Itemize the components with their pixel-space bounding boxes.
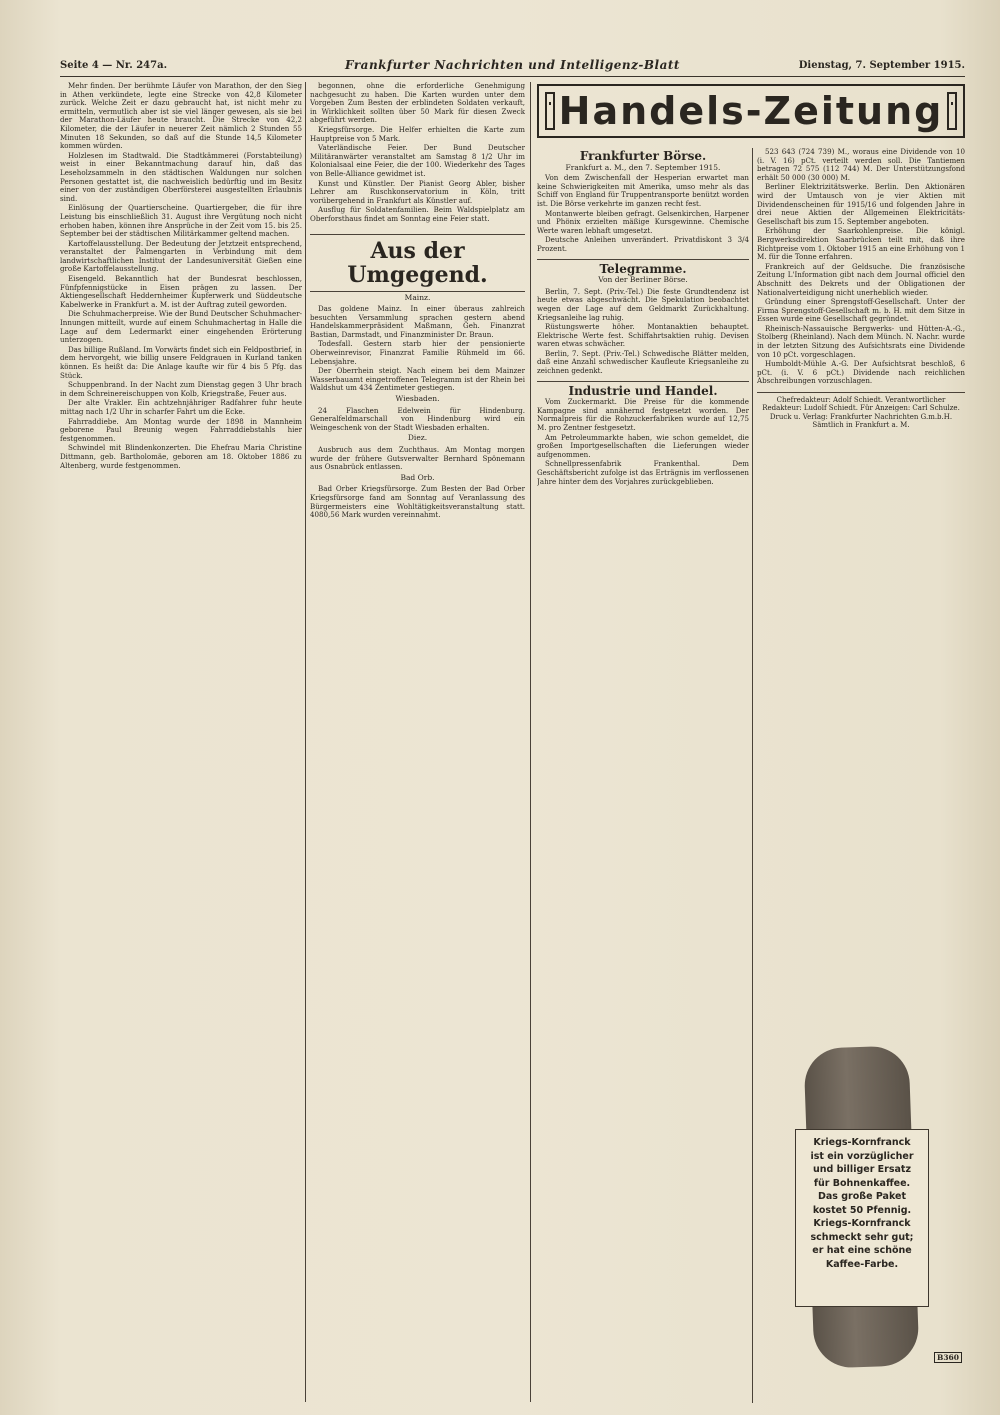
article-paragraph: Todesfall. Gestern starb hier der pensionierte Oberweinrevisor, Finanzrat Familie Rühmeld im 66. Lebensjahre.: [310, 339, 525, 366]
ad-line: er hat eine schöne: [812, 1245, 912, 1256]
page-header: [60, 56, 965, 77]
ad-line: und billiger Ersatz: [812, 1164, 911, 1175]
section-subtitle: Von der Berliner Börse.: [598, 275, 688, 285]
article-paragraph: Berlin, 7. Sept. (Priv.-Tel.) Die feste Grundtendenz ist heute etwas abgeschwächt. Die Spekulation beobachtet wegen der Lage auf dem Geldmarkt Zurückhaltung. Kriegsanleihe lag ruhig.: [537, 286, 749, 322]
article-paragraph: Das billige Rußland. Im Vorwärts findet sich ein Feldpostbrief, in dem hervorgeht, wie billig unsere Feldgrauen in Kurland tanken können. Es heißt da: Die Anlage kaufte wir für 4 bis 5 Pfg. das Stück.: [60, 344, 302, 380]
section-title-boerse: Frankfurter Börse.: [579, 149, 707, 163]
article-paragraph: Bad Orber Kriegsfürsorge. Zum Besten der Bad Orber Kriegsfürsorge fand am Sonntag auf Veranlassung des Bürgermeisters eine Wohltätigkeitsveranstaltung statt. 4080,56 Mark wurden vereinnahmt.: [310, 484, 525, 520]
article-paragraph: Schwindel mit Blindenkonzerten. Die Ehefrau Maria Christine Dittmann, geb. Bartholomäe, geboren am 18. Oktober 1886 zu Altenberg, wurde festgenommen.: [60, 443, 302, 470]
column-rule: [752, 148, 753, 1403]
article-paragraph: Die Schuhmacherpreise. Wie der Bund Deutscher Schuhmacher-Innungen mitteilt, wurde auf einem Schuhmachertag in Halle die Lage auf dem Ledermarkt einer eingehenden Erörterung unterzogen.: [60, 309, 302, 345]
column-rule: [305, 82, 306, 1402]
ad-line: ist ein vorzüglicher: [810, 1150, 914, 1162]
article-paragraph: Fahrraddiebe. Am Montag wurde der 1898 in Mannheim geborene Paul Breunig wegen Fahrraddiebstahls hier festgenommen.: [60, 416, 302, 443]
section-title-industrie: Industrie und Handel.: [568, 383, 718, 398]
article-paragraph: Montanwerte bleiben gefragt. Gelsenkirchen, Harpener und Phönix erzielten mäßige Kursgewinne. Chemische Werte waren lebhaft umgesetzt.: [537, 208, 749, 235]
ad-line: schmeckt sehr gut;: [810, 1231, 914, 1243]
article-paragraph: Gründung einer Sprengstoff-Gesellschaft. Unter der Firma Sprengstoff-Gesellschaft m. b. H. mit dem Sitze in Essen wurde eine Gesellschaft gegründet.: [757, 297, 965, 324]
article-paragraph: Deutsche Anleihen unverändert. Privatdiskont 3 3/4 Prozent.: [537, 235, 749, 253]
article-paragraph: Der alte Vrakler. Ein achtzehnjähriger Radfahrer fuhr heute mittag nach 1/2 Uhr in scharfer Fahrt um die Ecke.: [60, 398, 302, 416]
imprint: Chefredakteur: Adolf Schiedt. Verantwortlicher Redakteur: Ludolf Schiedt. Für Anzeigen: Carl Schulze. Druck u. Verlag: Frankfurter Nachrichten G.m.b.H. Sämtlich in Frankfurt a. M.: [757, 392, 965, 430]
article-paragraph: Am Petroleummarkte haben, wie schon gemeldet, die großen Importgesellschaften die Lieferungen wieder aufgenommen.: [537, 432, 749, 459]
article-paragraph: Kartoffelausstellung. Der Bedeutung der Jetztzeit entsprechend, veranstaltet der Palmengarten in Verbindung mit dem landwirtschaftlichen Institut der Landesuniversität Gießen eine große Kartoffelausstellung.: [60, 238, 302, 274]
divider: [537, 259, 749, 260]
article-paragraph: Berlin, 7. Sept. (Priv.-Tel.) Schwedische Blätter melden, daß eine Anzahl schwedischer Kaufleute Kriegsanleihe zu zeichnen gedenkt.: [537, 348, 749, 376]
dateline: Frankfurt a. M., den 7. September 1915.: [565, 162, 721, 172]
issue-date: Dienstag, 7. September 1915.: [798, 60, 965, 71]
article-paragraph: Schuppenbrand. In der Nacht zum Dienstag gegen 3 Uhr brach in dem Schreinereischuppen von Kolb, Kriegstraße, Feuer aus.: [60, 380, 302, 398]
article-paragraph: Einlösung der Quartierscheine. Quartiergeber, die für ihre Leistung bis einschließlich 31. August ihre Vergütung noch nicht erhoben haben, können ihre Ansprüche in der Zeit vom 15. bis 25. September bei der städtischen Militärkammer geltend machen.: [60, 203, 302, 239]
ad-line: kostet 50 Pfennig.: [812, 1204, 912, 1216]
advertisement-kornfranck: [757, 1047, 965, 1367]
article-paragraph: Kunst und Künstler. Der Pianist Georg Abler, bisher Lehrer am Ruschkonservatorium in Köln, tritt vorübergehend in Frankfurt als Künstler auf.: [310, 178, 525, 205]
article-paragraph: Erhöhung der Saarkohlenpreise. Die königl. Bergwerksdirektion Saarbrücken teilt mit, daß ihre Richtpreise vom 1. Oktober 1915 an eine Erhöhung von 1 M. für die Tonne erfahren.: [757, 226, 965, 262]
article-paragraph: 24 Flaschen Edelwein für Hindenburg. Generalfeldmarschall von Hindenburg wird ein Weingeschenk von der Stadt Wiesbaden erhalten.: [310, 405, 525, 432]
column-4: [757, 148, 965, 1038]
banner-title: Handels-Zeitung: [558, 89, 944, 133]
banner-ornament: [947, 92, 957, 130]
page-code: B360: [934, 1352, 962, 1363]
ad-line: Das große Paket: [817, 1191, 907, 1202]
masthead-title: Frankfurter Nachrichten und Intelligenz-Blatt: [345, 58, 680, 72]
town-heading: Mainz.: [404, 292, 431, 302]
article-paragraph: Rüstungswerte höher. Montanaktien behauptet. Elektrische Werte fest. Schiffahrtsaktien ruhig. Devisen waren etwas schwächer.: [537, 322, 749, 349]
article-paragraph: Ausbruch aus dem Zuchthaus. Am Montag morgen wurde der frühere Gutsverwalter Bernhard Spönemann aus Osnabrück entlassen.: [310, 445, 525, 472]
ad-text-panel: [795, 1129, 929, 1307]
ad-line: Kriegs-Kornfranck: [813, 1218, 911, 1229]
column-2: [310, 82, 525, 1402]
banner-ornament: [545, 92, 555, 130]
ad-line: für Bohnenkaffee.: [813, 1177, 911, 1189]
article-paragraph: Das goldene Mainz. In einer überaus zahlreich besuchten Versammlung sprachen gestern abend Handelskammerpräsident Maßmann, Geh. Finanzrat Bastian, Darmstadt, und Finanzminister Dr. Braun.: [310, 304, 525, 339]
article-paragraph: Von dem Zwischenfall der Hesperian erwartet man keine Schwierigkeiten mit Amerika, umso mehr als das Schiff von England für Truppentransporte benützt worden ist. Die Börse verkehrte im ganzen recht fest.: [537, 173, 749, 208]
column-rule: [530, 82, 531, 1402]
article-paragraph: Eisengeld. Bekanntlich hat der Bundesrat beschlossen, Fünfpfennigstücke in Eisen prägen zu lassen. Der Aktiengesellschaft Heddernheimer Kupferwerk und Süddeutsche Kabelwerke in Frankfurt a. M. ist der Auftrag zuteil geworden.: [60, 274, 302, 309]
article-paragraph: 523 643 (724 739) M., woraus eine Dividende von 10 (i. V. 16) pCt. verteilt werden soll. Die Tantiemen betragen 72 575 (112 744) M. Der Unterstützungsfond erhält 50 000 (30 000) M.: [757, 148, 965, 182]
article-paragraph: Humboldt-Mühle A.-G. Der Aufsichtsrat beschloß, 6 pCt. (i. V. 6 pCt.) Dividende nach reichlichen Abschreibungen vorzuschlagen.: [757, 359, 965, 386]
divider: [537, 381, 749, 382]
article-paragraph: Kriegsfürsorge. Die Helfer erhielten die Karte zum Hauptpreise von 5 Mark.: [310, 124, 525, 143]
article-paragraph: Ausflug für Soldatenfamilien. Beim Waldspielplatz am Oberforsthaus findet am Sonntag eine Feier statt.: [310, 205, 525, 223]
article-paragraph: Der Oberrhein steigt. Nach einem bei dem Mainzer Wasserbauamt eingetroffenen Telegramm ist der Rhein bei Waldshut um 434 Zentimeter gestiegen.: [310, 366, 525, 393]
section-title-umgegend: Aus der Umgegend.: [310, 234, 525, 292]
town-heading: Bad Orb.: [400, 472, 435, 482]
column-3: [537, 148, 749, 1403]
article-paragraph: Vom Zuckermarkt. Die Preise für die kommende Kampagne sind annähernd festgesetzt worden. Der Normalpreis für die Rohzuckerfabriken wurde auf 12,75 M. pro Zentner festgesetzt.: [537, 397, 749, 433]
column-1: [60, 82, 302, 1402]
ad-line: Kriegs-Kornfranck: [813, 1137, 911, 1148]
article-paragraph: Vaterländische Feier. Der Bund Deutscher Militäranwärter veranstaltet am Samstag 8 1/2 Uhr im Kolonialsaal eine Feier, die der 100. Wiederkehr des Tages von Belle-Alliance gewidmet ist.: [310, 143, 525, 178]
section-banner: [537, 84, 965, 138]
article-paragraph: Mehr finden. Der berühmte Läufer von Marathon, der den Sieg in Athen verkündete, legte eine Strecke von 42,8 Kilometer zurück. Welche Zeit er dazu gebraucht hat, ist nicht mehr zu ermitteln, vermutlich aber ist sie viel länger gewesen, als sie bei der Marathon-Läufer heute braucht. Die Strecke von 42,2 Kilometer, die der Läufer in neuerer Zeit nämlich 2 Stunden 55 Minuten 18 Sekunden, so daß auf die Stunde 14,5 Kilometer kommen würden.: [60, 82, 302, 151]
article-paragraph: Holzlesen im Stadtwald. Die Stadtkämmerei (Forstabteilung) weist in einer Bekanntmachung darauf hin, daß das Leseholzsammeln in den städtischen Waldungen nur solchen Personen gestattet ist, die nachweislich bedürftig und im Besitz einer von der zuständigen Oberförsterei ausgestellten Erlaubnis sind.: [60, 150, 302, 203]
article-paragraph: begonnen, ohne die erforderliche Genehmigung nachgesucht zu haben. Die Karten wurden unter dem Vorgeben Zum Besten der erblindeten Soldaten verkauft, in Wirklichkeit sollten über 50 Mark für diesen Zweck abgeführt werden.: [310, 82, 525, 125]
town-heading: Diez.: [407, 433, 428, 443]
ad-line: Kaffee-Farbe.: [825, 1258, 899, 1270]
article-paragraph: Schnellpressenfabrik Frankenthal. Dem Geschäftsbericht zufolge ist das Erträgnis im verflossenen Jahre hinter dem des Vorjahres zurückgeblieben.: [537, 459, 749, 486]
town-heading: Wiesbaden.: [395, 394, 440, 404]
article-paragraph: Frankreich auf der Geldsuche. Die französische Zeitung L'Information gibt nach dem Journal officiel den Abschnitt des Dekrets und der Obligationen der Nationalverteidigung nicht unerheblich wieder.: [757, 261, 965, 297]
article-paragraph: Berliner Elektrizitätswerke. Berlin. Den Aktionären wird der Umtausch von je vier Aktien mit Dividendenscheinen für 1915/16 und folgenden Jahre in drei neue Aktien der Allgemeinen Elektricitäts-Gesellschaft bis zum 15. September angeboten.: [757, 182, 965, 226]
article-paragraph: Rheinisch-Nassauische Bergwerks- und Hütten-A.-G., Stolberg (Rheinland). Nach dem Münch. N. Nachr. wurde in der letzten Sitzung des Aufsichtsrats eine Dividende von 10 pCt. vorgeschlagen.: [757, 323, 965, 359]
section-title-telegramme: Telegramme.: [599, 261, 687, 276]
page-number-label: Seite 4 — Nr. 247a.: [60, 60, 168, 71]
